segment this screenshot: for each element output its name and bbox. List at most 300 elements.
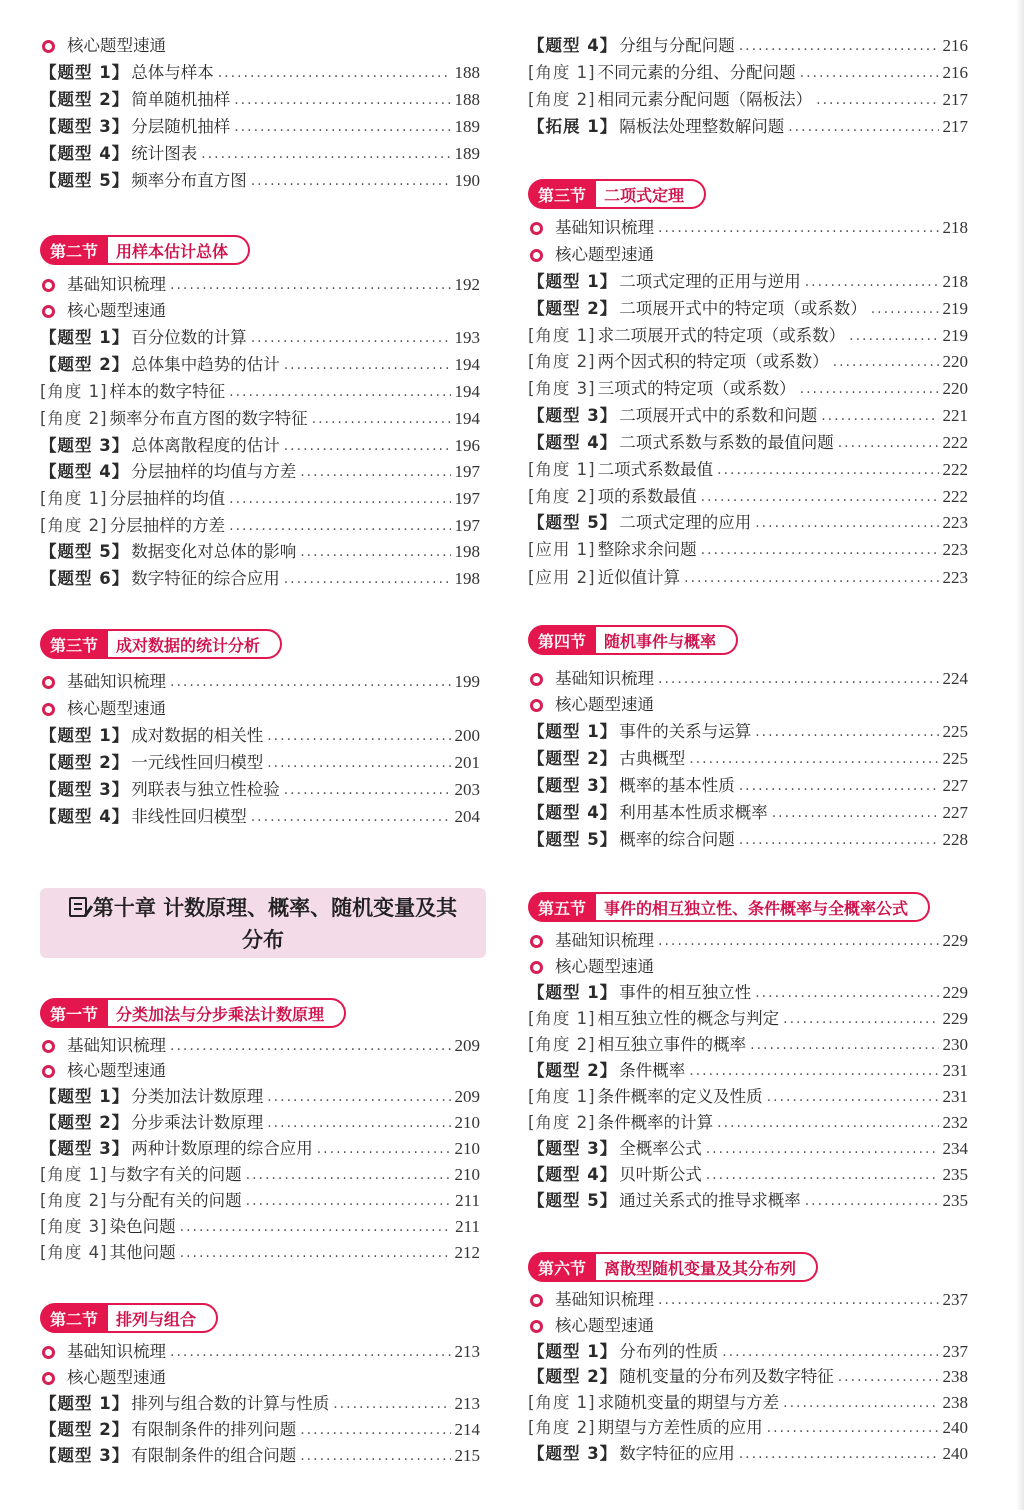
entry-title: 总体与样本 xyxy=(131,63,214,82)
toc-subentry[interactable] xyxy=(528,87,968,113)
entry-tag: 【题型 2】 xyxy=(40,1113,130,1132)
entry-title: 总体集中趋势的估计 xyxy=(131,355,280,374)
entry-tag: 【题型 1】 xyxy=(40,328,130,347)
entry-title: 百分位数的计算 xyxy=(131,328,247,347)
entry-tag: 【题型 1】 xyxy=(40,726,130,745)
toc-entry[interactable] xyxy=(528,1364,968,1390)
dot-leader xyxy=(658,215,939,241)
toc-entry[interactable] xyxy=(528,510,968,536)
entry-title: 古典概型 xyxy=(619,749,686,768)
toc-entry[interactable] xyxy=(528,1287,968,1313)
dot-leader xyxy=(739,33,939,59)
page-number: 229 xyxy=(942,1009,968,1028)
toc-subentry[interactable] xyxy=(528,1032,968,1058)
page-number: 238 xyxy=(942,1393,968,1412)
ring-bullet-icon xyxy=(42,1040,55,1053)
dot-leader xyxy=(267,1110,450,1136)
page-number: 218 xyxy=(942,218,968,237)
entry-title: 条件概率的定义及性质 xyxy=(597,1087,763,1106)
entry-tag: 【题型 1】 xyxy=(40,63,130,82)
section-header xyxy=(528,1252,818,1282)
toc-entry[interactable] xyxy=(40,1365,480,1391)
dot-leader xyxy=(717,457,938,483)
section-title: 成对数据的统计分析 xyxy=(108,629,282,659)
entry-title: 与数字有关的问题 xyxy=(109,1165,242,1184)
entry-tag: [角度 2] xyxy=(528,90,596,109)
entry-tag: 【题型 2】 xyxy=(40,355,130,374)
page-number: 222 xyxy=(942,487,968,506)
dot-leader xyxy=(170,272,451,298)
entry-tag: 【题型 3】 xyxy=(40,780,130,799)
page-number: 221 xyxy=(942,406,968,425)
entry-tag: 【题型 5】 xyxy=(40,542,130,561)
section-header xyxy=(40,629,282,659)
toc-entry[interactable] xyxy=(40,1058,480,1084)
entry-title: 频率分布直方图 xyxy=(131,171,247,190)
toc-subentry[interactable] xyxy=(528,349,968,375)
toc-entry[interactable] xyxy=(528,1188,968,1214)
entry-title: 核心题型速通 xyxy=(555,957,654,976)
toc-entry[interactable] xyxy=(528,430,968,456)
entry-title: 样本的数字特征 xyxy=(109,382,226,401)
page-number: 189 xyxy=(454,117,480,136)
page-number: 189 xyxy=(454,144,480,163)
dot-leader xyxy=(251,804,451,830)
page-number: 229 xyxy=(942,983,968,1002)
dot-leader xyxy=(658,1287,939,1313)
page-number: 198 xyxy=(454,542,480,561)
entry-title: 事件的相互独立性 xyxy=(619,983,752,1002)
dot-leader xyxy=(180,1240,451,1266)
entry-title: 隔板法处理整数解问题 xyxy=(619,117,785,136)
entry-tag: 【题型 2】 xyxy=(528,749,618,768)
toc-entry[interactable] xyxy=(528,33,968,59)
dot-leader xyxy=(284,433,451,459)
page-number: 199 xyxy=(454,672,480,691)
dot-leader xyxy=(701,484,939,510)
section-badge: 第六节 xyxy=(528,1252,596,1282)
toc-entry[interactable] xyxy=(40,750,480,776)
toc-subentry[interactable] xyxy=(528,565,968,591)
dot-leader xyxy=(849,323,938,349)
toc-entry[interactable] xyxy=(40,669,480,695)
toc-entry[interactable] xyxy=(40,459,480,485)
dot-leader xyxy=(246,1188,452,1214)
page-number: 211 xyxy=(455,1217,480,1236)
page-number: 228 xyxy=(942,830,968,849)
entry-tag: [角度 1] xyxy=(40,382,108,401)
dot-leader xyxy=(300,539,450,565)
toc-entry[interactable] xyxy=(40,723,480,749)
entry-title: 频率分布直方图的数字特征 xyxy=(109,409,308,428)
ring-bullet-icon xyxy=(42,1372,55,1385)
toc-entry[interactable] xyxy=(40,1417,480,1443)
toc-subentry[interactable] xyxy=(40,1188,480,1214)
toc-entry[interactable] xyxy=(40,272,480,298)
entry-tag: [角度 2] xyxy=(528,352,596,371)
entry-title: 分布列的性质 xyxy=(619,1342,719,1361)
toc-subentry[interactable] xyxy=(528,323,968,349)
entry-title: 简单随机抽样 xyxy=(131,90,231,109)
dot-leader xyxy=(739,827,939,853)
toc-entry[interactable] xyxy=(40,433,480,459)
toc-entry[interactable] xyxy=(528,1162,968,1188)
toc-entry[interactable] xyxy=(40,566,480,592)
page-number: 216 xyxy=(942,63,968,82)
entry-tag: [角度 1] xyxy=(40,489,108,508)
entry-title: 一元线性回归模型 xyxy=(131,753,264,772)
dot-leader xyxy=(772,800,939,826)
dot-leader xyxy=(284,352,451,378)
page-number: 193 xyxy=(454,328,480,347)
entry-title: 成对数据的相关性 xyxy=(131,726,264,745)
toc-entry[interactable] xyxy=(40,777,480,803)
toc-entry[interactable] xyxy=(528,800,968,826)
toc-entry[interactable] xyxy=(528,928,968,954)
toc-entry[interactable] xyxy=(528,980,968,1006)
entry-tag: 【题型 4】 xyxy=(528,433,618,452)
dot-leader xyxy=(229,513,450,539)
dot-leader xyxy=(218,60,451,86)
toc-entry[interactable] xyxy=(528,773,968,799)
entry-title: 相同元素分配问题（隔板法） xyxy=(597,90,813,109)
toc-entry[interactable] xyxy=(40,1391,480,1417)
ring-bullet-icon xyxy=(530,961,543,974)
toc-entry[interactable] xyxy=(40,1136,480,1162)
toc-entry[interactable] xyxy=(528,746,968,772)
dot-leader xyxy=(833,349,939,375)
page-number: 232 xyxy=(942,1113,968,1132)
entry-title: 核心题型速通 xyxy=(555,1316,654,1335)
section-badge: 第二节 xyxy=(40,1303,108,1333)
dot-leader xyxy=(689,746,938,772)
edit-document-icon xyxy=(69,897,87,917)
ring-bullet-icon xyxy=(530,249,543,262)
page-number: 200 xyxy=(454,726,480,745)
dot-leader xyxy=(706,1162,939,1188)
toc-entry[interactable] xyxy=(40,1084,480,1110)
entry-title: 三项式的特定项（或系数） xyxy=(597,379,796,398)
page-number: 213 xyxy=(454,1342,480,1361)
toc-entry[interactable] xyxy=(528,403,968,429)
page-number: 220 xyxy=(942,379,968,398)
dot-leader xyxy=(246,1162,451,1188)
ring-bullet-icon xyxy=(42,305,55,318)
entry-title: 二项展开式中的系数和问题 xyxy=(619,406,818,425)
page-number: 198 xyxy=(454,569,480,588)
toc-entry[interactable] xyxy=(40,60,480,86)
toc-entry[interactable] xyxy=(40,1110,480,1136)
page-number: 194 xyxy=(454,382,480,401)
toc-entry[interactable] xyxy=(40,33,480,59)
entry-tag: 【题型 3】 xyxy=(40,117,130,136)
toc-subentry[interactable] xyxy=(528,1415,968,1441)
entry-title: 数字特征的综合应用 xyxy=(131,569,280,588)
entry-title: 染色问题 xyxy=(109,1217,176,1236)
toc-subentry[interactable] xyxy=(40,1240,480,1266)
dot-leader xyxy=(755,980,938,1006)
dot-leader xyxy=(800,376,939,402)
entry-tag: [角度 3] xyxy=(528,379,596,398)
entry-tag: 【题型 1】 xyxy=(528,983,618,1002)
dot-leader xyxy=(838,1364,939,1390)
toc-entry[interactable] xyxy=(40,87,480,113)
entry-tag: 【题型 2】 xyxy=(40,1420,130,1439)
entry-title: 核心题型速通 xyxy=(67,36,166,55)
entry-tag: 【题型 6】 xyxy=(40,569,130,588)
toc-entry[interactable] xyxy=(40,539,480,565)
entry-title: 项的系数最值 xyxy=(597,487,697,506)
entry-title: 排列与组合数的计算与性质 xyxy=(131,1394,330,1413)
toc-entry[interactable] xyxy=(40,141,480,167)
entry-title: 二项式定理的正用与逆用 xyxy=(619,272,801,291)
toc-subentry[interactable] xyxy=(528,484,968,510)
page-number: 229 xyxy=(942,931,968,950)
entry-tag: [角度 3] xyxy=(40,1217,108,1236)
entry-tag: 【题型 1】 xyxy=(40,1394,130,1413)
toc-entry[interactable] xyxy=(528,296,968,322)
dot-leader xyxy=(717,1110,938,1136)
entry-title: 核心题型速通 xyxy=(67,1061,166,1080)
entry-tag: 【拓展 1】 xyxy=(528,117,618,136)
entry-tag: [角度 1] xyxy=(528,1009,596,1028)
entry-tag: 【题型 3】 xyxy=(528,406,618,425)
section-badge: 第五节 xyxy=(528,892,596,922)
toc-subentry[interactable] xyxy=(40,406,480,432)
chapter-heading xyxy=(40,888,486,958)
section-title: 用样本估计总体 xyxy=(108,235,250,265)
toc-entry[interactable] xyxy=(40,696,480,722)
entry-title: 分步乘法计数原理 xyxy=(131,1113,264,1132)
entry-tag: 【题型 3】 xyxy=(40,1139,130,1158)
entry-title: 随机变量的分布列及数字特征 xyxy=(619,1367,834,1386)
toc-subentry[interactable] xyxy=(528,1084,968,1110)
entry-tag: 【题型 4】 xyxy=(40,462,130,481)
toc-subentry[interactable] xyxy=(40,1214,480,1240)
entry-title: 通过关系式的推导求概率 xyxy=(619,1191,801,1210)
entry-title: 整除求余问题 xyxy=(597,540,697,559)
page-number: 213 xyxy=(454,1394,480,1413)
dot-leader xyxy=(658,666,939,692)
toc-subentry[interactable] xyxy=(40,1162,480,1188)
dot-leader xyxy=(229,379,450,405)
toc-entry[interactable] xyxy=(528,1313,968,1339)
page-number: 222 xyxy=(942,433,968,452)
toc-entry[interactable] xyxy=(528,827,968,853)
entry-tag: [应用 2] xyxy=(528,568,596,587)
ring-bullet-icon xyxy=(42,279,55,292)
dot-leader xyxy=(821,403,938,429)
entry-tag: 【题型 2】 xyxy=(528,1061,618,1080)
toc-entry[interactable] xyxy=(40,352,480,378)
toc-entry[interactable] xyxy=(528,692,968,718)
entry-title: 基础知识梳理 xyxy=(67,1036,166,1055)
entry-title: 核心题型速通 xyxy=(67,1368,166,1387)
ring-bullet-icon xyxy=(530,1320,543,1333)
toc-subentry[interactable] xyxy=(528,1390,968,1416)
entry-tag: [角度 2] xyxy=(528,1035,596,1054)
entry-title: 基础知识梳理 xyxy=(555,218,654,237)
entry-tag: [角度 1] xyxy=(528,1393,596,1412)
page-number: 225 xyxy=(942,722,968,741)
entry-title: 概率的综合问题 xyxy=(619,830,735,849)
page-number: 203 xyxy=(454,780,480,799)
entry-title: 分层抽样的均值 xyxy=(109,489,226,508)
entry-title: 总体离散程度的估计 xyxy=(131,436,280,455)
toc-subentry[interactable] xyxy=(528,457,968,483)
toc-subentry[interactable] xyxy=(40,486,480,512)
entry-title: 核心题型速通 xyxy=(67,301,166,320)
toc-entry[interactable] xyxy=(528,269,968,295)
toc-entry[interactable] xyxy=(528,1441,968,1467)
toc-subentry[interactable] xyxy=(40,513,480,539)
toc-entry[interactable] xyxy=(528,1339,968,1365)
dot-leader xyxy=(767,1084,939,1110)
toc-entry[interactable] xyxy=(528,719,968,745)
entry-tag: 【题型 1】 xyxy=(40,1087,130,1106)
entry-tag: [角度 1] xyxy=(528,1087,596,1106)
page-number: 235 xyxy=(942,1165,968,1184)
toc-entry[interactable] xyxy=(40,804,480,830)
toc-subentry[interactable] xyxy=(40,379,480,405)
dot-leader xyxy=(251,325,451,351)
page-number: 235 xyxy=(942,1191,968,1210)
ring-bullet-icon xyxy=(530,673,543,686)
entry-title: 条件概率的计算 xyxy=(597,1113,714,1132)
dot-leader xyxy=(838,430,939,456)
toc-subentry[interactable] xyxy=(528,537,968,563)
dot-leader xyxy=(755,510,938,536)
entry-tag: [角度 2] xyxy=(40,409,108,428)
page-number: 234 xyxy=(942,1139,968,1158)
entry-title: 二项式系数与系数的最值问题 xyxy=(619,433,834,452)
entry-tag: 【题型 1】 xyxy=(528,722,618,741)
toc-entry[interactable] xyxy=(528,1136,968,1162)
page-number: 190 xyxy=(454,171,480,190)
dot-leader xyxy=(722,1339,938,1365)
entry-title: 全概率公式 xyxy=(619,1139,702,1158)
page-number: 225 xyxy=(942,749,968,768)
toc-entry[interactable] xyxy=(40,1339,480,1365)
toc-entry[interactable] xyxy=(528,666,968,692)
entry-tag: 【题型 3】 xyxy=(40,436,130,455)
entry-title: 非线性回归模型 xyxy=(131,807,247,826)
dot-leader xyxy=(251,168,451,194)
dot-leader xyxy=(706,1136,939,1162)
entry-title: 分组与分配问题 xyxy=(619,36,735,55)
page-number: 240 xyxy=(942,1444,968,1463)
ring-bullet-icon xyxy=(530,1294,543,1307)
entry-tag: [角度 1] xyxy=(40,1165,108,1184)
page-number: 197 xyxy=(454,489,480,508)
section-header xyxy=(528,625,738,655)
entry-title: 数字特征的应用 xyxy=(619,1444,735,1463)
toc-entry[interactable] xyxy=(40,168,480,194)
page-number: 219 xyxy=(942,299,968,318)
entry-title: 求二项展开式的特定项（或系数） xyxy=(597,326,846,345)
entry-tag: [角度 2] xyxy=(40,516,108,535)
dot-leader xyxy=(816,87,938,113)
entry-tag: 【题型 1】 xyxy=(528,272,618,291)
dot-leader xyxy=(229,486,450,512)
entry-title: 相互独立性的概念与判定 xyxy=(597,1009,780,1028)
toc-subentry[interactable] xyxy=(528,1110,968,1136)
entry-title: 有限制条件的排列问题 xyxy=(131,1420,297,1439)
entry-tag: [角度 1] xyxy=(528,63,596,82)
entry-tag: [角度 1] xyxy=(528,326,596,345)
page-number: 227 xyxy=(942,776,968,795)
toc-entry[interactable] xyxy=(528,242,968,268)
toc-entry[interactable] xyxy=(40,1033,480,1059)
entry-title: 二项展开式中的特定项（或系数） xyxy=(619,299,867,318)
entry-tag: [角度 1] xyxy=(528,460,596,479)
page-number: 227 xyxy=(942,803,968,822)
entry-tag: 【题型 2】 xyxy=(528,1367,618,1386)
dot-leader xyxy=(170,669,451,695)
toc-entry[interactable] xyxy=(528,954,968,980)
toc-entry[interactable] xyxy=(528,1058,968,1084)
dot-leader xyxy=(284,566,451,592)
toc-entry[interactable] xyxy=(528,215,968,241)
entry-tag: [角度 2] xyxy=(528,487,596,506)
toc-entry[interactable] xyxy=(40,298,480,324)
toc-entry[interactable] xyxy=(528,114,968,140)
entry-title: 分层随机抽样 xyxy=(131,117,231,136)
toc-entry[interactable] xyxy=(40,114,480,140)
entry-title: 两个因式积的特定项（或系数） xyxy=(597,352,829,371)
dot-leader xyxy=(300,1417,450,1443)
dot-leader xyxy=(750,1032,938,1058)
dot-leader xyxy=(739,773,939,799)
page-number: 223 xyxy=(942,513,968,532)
ring-bullet-icon xyxy=(42,703,55,716)
entry-tag: 【题型 2】 xyxy=(528,299,618,318)
page-number: 218 xyxy=(942,272,968,291)
section-title: 二项式定理 xyxy=(596,179,706,209)
dot-leader xyxy=(300,459,450,485)
entry-title: 统计图表 xyxy=(131,144,198,163)
toc-subentry[interactable] xyxy=(528,1006,968,1032)
entry-tag: [角度 2] xyxy=(528,1113,596,1132)
section-badge: 第二节 xyxy=(40,235,108,265)
page-number: 223 xyxy=(942,568,968,587)
toc-entry[interactable] xyxy=(40,325,480,351)
entry-title: 基础知识梳理 xyxy=(555,669,654,688)
page-number: 209 xyxy=(454,1087,480,1106)
entry-tag: [应用 1] xyxy=(528,540,596,559)
toc-subentry[interactable] xyxy=(528,376,968,402)
entry-tag: 【题型 5】 xyxy=(40,171,130,190)
toc-entry[interactable] xyxy=(40,1443,480,1469)
entry-tag: 【题型 4】 xyxy=(528,36,618,55)
dot-leader xyxy=(267,750,450,776)
ring-bullet-icon xyxy=(530,222,543,235)
entry-title: 两种计数原理的综合应用 xyxy=(131,1139,313,1158)
entry-title: 贝叶斯公式 xyxy=(619,1165,702,1184)
page-number: 197 xyxy=(454,516,480,535)
entry-title: 条件概率 xyxy=(619,1061,686,1080)
section-header xyxy=(40,235,250,265)
page-number: 237 xyxy=(942,1342,968,1361)
entry-tag: [角度 4] xyxy=(40,1243,108,1262)
entry-tag: 【题型 3】 xyxy=(528,776,618,795)
section-header xyxy=(40,1303,218,1333)
toc-subentry[interactable] xyxy=(528,60,968,86)
ring-bullet-icon xyxy=(42,40,55,53)
ring-bullet-icon xyxy=(42,1065,55,1078)
entry-title: 不同元素的分组、分配问题 xyxy=(597,63,796,82)
entry-tag: 【题型 3】 xyxy=(528,1444,618,1463)
